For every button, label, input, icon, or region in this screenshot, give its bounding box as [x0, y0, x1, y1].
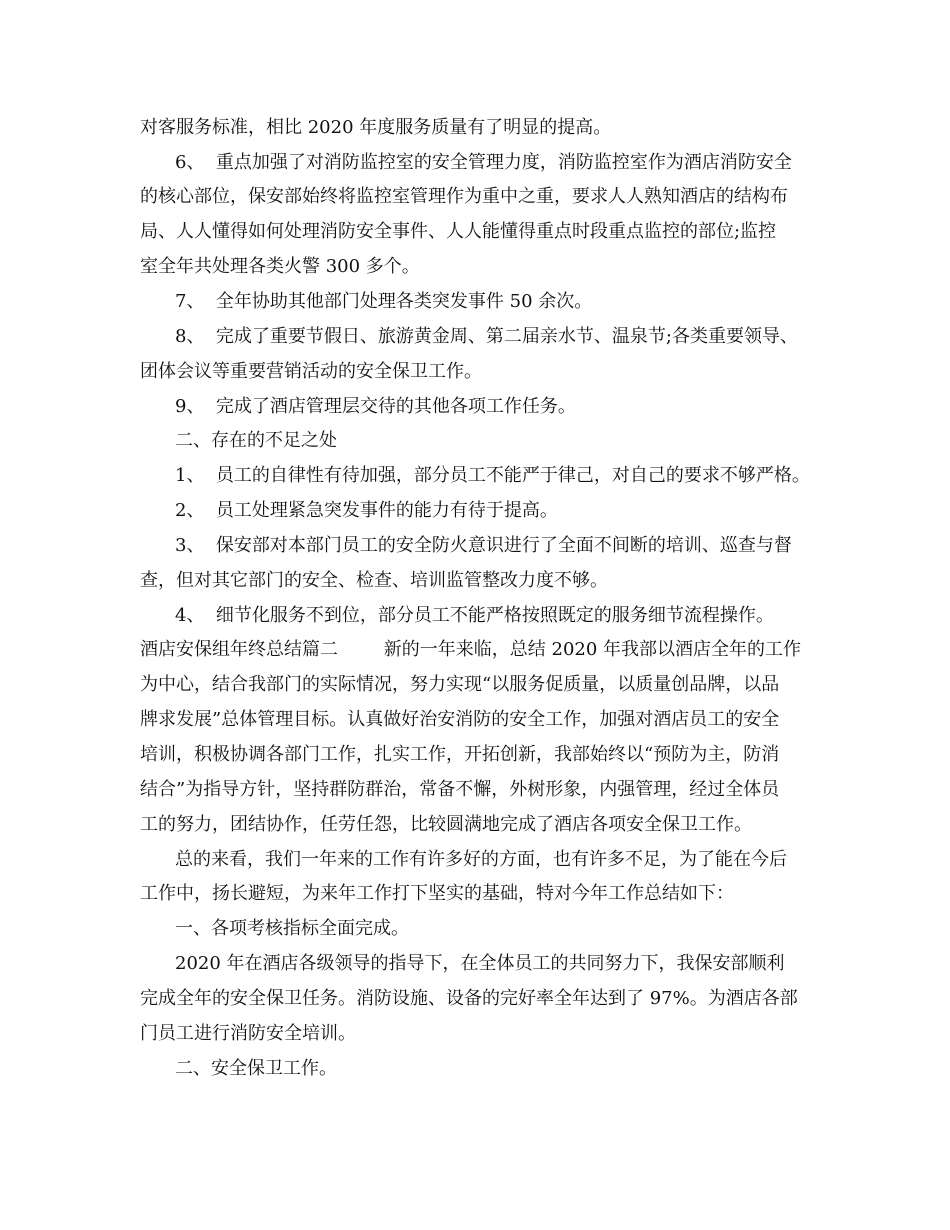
section-heading: 二、安全保卫工作。: [175, 1058, 337, 1079]
text-line: 结合”为指导方针，坚持群防群治，常备不懈，外树形象，内强管理，经过全体员: [140, 779, 780, 800]
section-heading: 二、存在的不足之处: [175, 430, 337, 451]
text-line: 为中心，结合我部门的实际情况，努力实现“以服务促质量，以质量创品牌，以品: [140, 674, 780, 695]
text-line: 查，但对其它部门的安全、检查、培训监管整改力度不够。: [140, 570, 608, 591]
text-line: 2020 年在酒店各级领导的指导下，在全体员工的共同努力下，我保安部顺利: [175, 953, 785, 974]
text-line: 3、 保安部对本部门员工的安全防火意识进行了全面不间断的培训、巡查与督: [175, 535, 792, 556]
text-line: 8、 完成了重要节假日、旅游黄金周、第二届亲水节、温泉节;各类重要领导、: [175, 326, 798, 347]
text-line: 局、人人懂得如何处理消防安全事件、人人能懂得重点时段重点监控的部位;监控: [140, 221, 777, 242]
text-line: 的核心部位，保安部始终将监控室管理作为重中之重，要求人人熟知酒店的结构布: [140, 186, 788, 207]
text-line: 9、 完成了酒店管理层交待的其他各项工作任务。: [175, 396, 576, 417]
text-line: 门员工进行消防安全培训。: [140, 1023, 356, 1044]
text-line: 总的来看，我们一年来的工作有许多好的方面，也有许多不足，为了能在今后: [175, 849, 787, 870]
text-line: 4、 细节化服务不到位，部分员工不能严格按照既定的服务细节流程操作。: [175, 605, 774, 626]
text-line: 工作中，扬长避短，为来年工作打下坚实的基础，特对今年工作总结如下：: [140, 883, 734, 904]
text-line: 6、 重点加强了对消防监控室的安全管理力度，消防监控室作为酒店消防安全: [175, 152, 792, 173]
text-line: 牌求发展”总体管理目标。认真做好治安消防的安全工作，加强对酒店员工的安全: [140, 709, 780, 730]
text-line: 团体会议等重要营销活动的安全保卫工作。: [140, 361, 482, 382]
text-line: 酒店安保组年终总结篇二 新的一年来临，总结 2020 年我部以酒店全年的工作: [140, 639, 802, 660]
text-line: 室全年共处理各类火警 300 多个。: [140, 256, 420, 277]
text-line: 完成全年的安全保卫任务。消防设施、设备的完好率全年达到了 97%。为酒店各部: [140, 988, 798, 1009]
text-line: 对客服务标准，相比 2020 年度服务质量有了明显的提高。: [140, 117, 612, 138]
text-line: 7、 全年协助其他部门处理各类突发事件 50 余次。: [175, 291, 593, 312]
text-line: 1、 员工的自律性有待加强，部分员工不能严于律己，对自己的要求不够严格。: [175, 465, 810, 486]
text-line: 培训，积极协调各部门工作，扎实工作，开拓创新，我部始终以“预防为主，防消: [140, 744, 780, 765]
text-line: 2、 员工处理紧急突发事件的能力有待于提高。: [175, 500, 558, 521]
section-heading: 一、各项考核指标全面完成。: [175, 918, 409, 939]
text-line: 工的努力，团结协作，任劳任怨，比较圆满地完成了酒店各项安全保卫工作。: [140, 814, 752, 835]
